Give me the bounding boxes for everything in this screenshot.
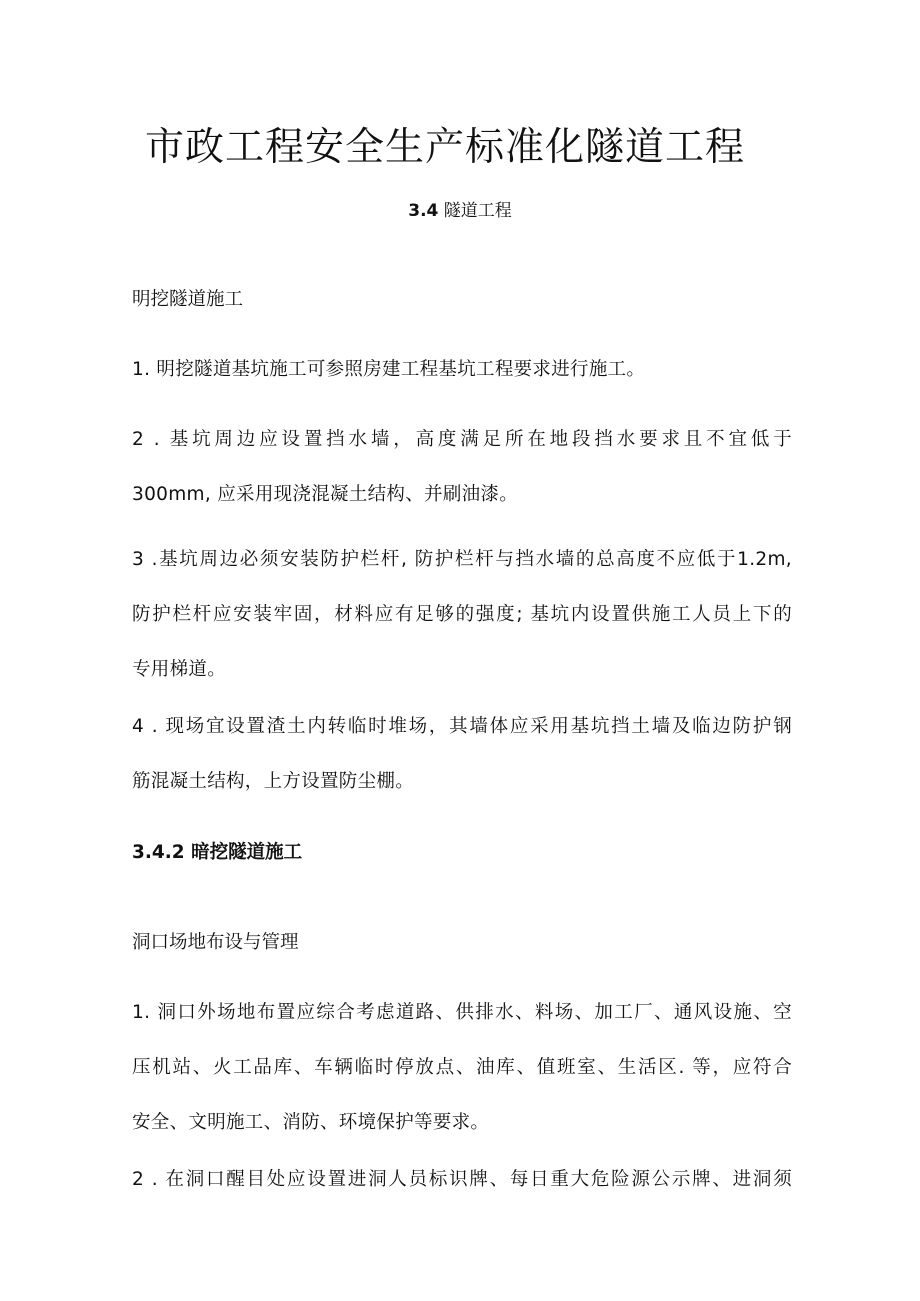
paragraph-5 (132, 985, 792, 1150)
paragraph-5-line-2: 压机站、火工品库、车辆临时停放点、油库、值班室、生活区. 等，应符合 (132, 1057, 792, 1078)
paragraph-2 (132, 412, 792, 522)
paragraph-4 (132, 699, 792, 809)
paragraph-1 (132, 342, 792, 397)
paragraph-4-line-2: 筋混凝土结构，上方设置防尘棚。 (132, 771, 415, 792)
section-subtitle (0, 196, 920, 226)
paragraph-2-line-2: 300mm, 应采用现浇混凝土结构、并刷油漆。 (132, 484, 519, 505)
heading-section-3-4-2: 3.4.2 暗挖隧道施工 (132, 842, 303, 863)
paragraph-5-line-3: 安全、文明施工、消防、环境保护等要求。 (132, 1112, 490, 1133)
paragraph-4-line-1: 4 . 现场宜设置渣土内转临时堆场，其墙体应采用基坑挡土墙及临边防护钢 (132, 716, 792, 737)
section-number: 3.4 (408, 201, 439, 221)
paragraph-3-line-3: 专用梯道。 (132, 659, 227, 680)
paragraph-6-line-1: 2 . 在洞口醒目处应设置进洞人员标识牌、每日重大危险源公示牌、进洞须 (132, 1169, 792, 1190)
paragraph-5-line-1: 1. 洞口外场地布置应综合考虑道路、供排水、料场、加工厂、通风设施、空 (132, 1002, 792, 1023)
paragraph-1-line-1: 1. 明挖隧道基坑施工可参照房建工程基坑工程要求进行施工。 (132, 359, 646, 380)
paragraph-2-line-1: 2 . 基坑周边应设置挡水墙，高度满足所在地段挡水要求且不宜低于 (132, 429, 792, 450)
paragraph-3 (132, 532, 792, 697)
heading-portal-site: 洞口场地布设与管理 (132, 932, 299, 953)
section-subtitle-text: 隧道工程 (443, 201, 512, 221)
paragraph-3-line-2: 防护栏杆应安装牢固，材料应有足够的强度; 基坑内设置供施工人员上下的 (132, 604, 792, 625)
document-title: 市政工程安全生产标准化隧道工程 (144, 125, 745, 170)
heading-open-cut-tunnel: 明挖隧道施工 (132, 289, 244, 310)
paragraph-6 (132, 1152, 792, 1207)
paragraph-3-line-1: 3 .基坑周边必须安装防护栏杆, 防护栏杆与挡水墙的总高度不应低于1.2m, (132, 549, 792, 570)
